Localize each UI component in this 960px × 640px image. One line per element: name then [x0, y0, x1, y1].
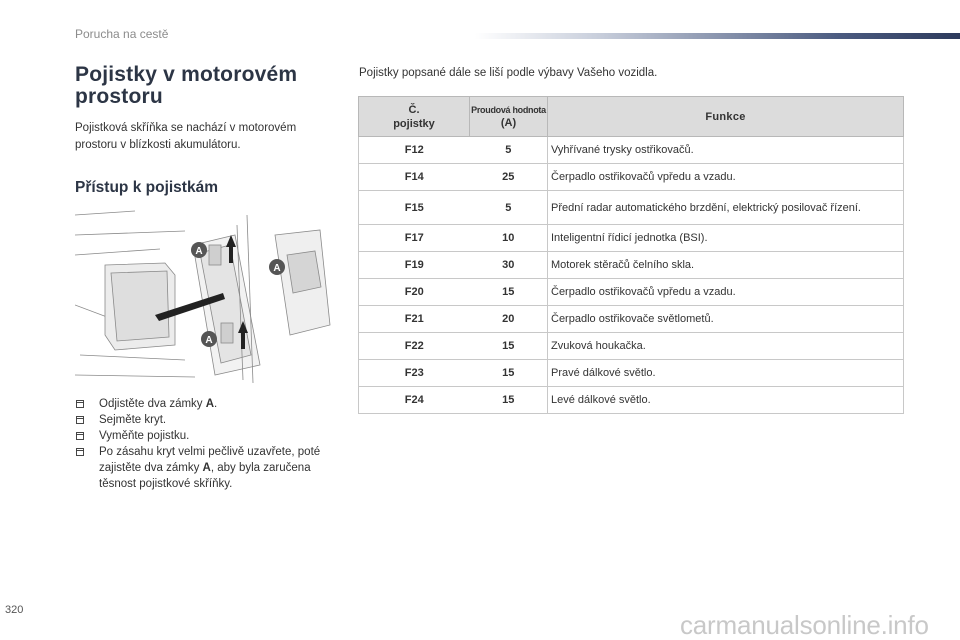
step-text-end: , aby byla zaručena těsnost pojistkové skříňky.: [99, 462, 311, 490]
fuse-number: F19: [359, 252, 470, 279]
table-row: [359, 252, 904, 279]
fuse-amperage: 5: [470, 191, 548, 225]
fuse-function: Motorek stěračů čelního skla.: [548, 252, 904, 279]
checkbox-bullet-icon: [76, 432, 84, 440]
step-text: Sejměte kryt.: [99, 414, 167, 426]
step-text: Po zásahu kryt velmi pečlivě uzavřete, poté zajistěte dva zámky: [99, 446, 321, 474]
header-current-rating: [470, 97, 548, 137]
fuse-amperage: 25: [470, 164, 548, 191]
header-gradient-bar: [475, 33, 960, 39]
fuse-amperage: 15: [470, 279, 548, 306]
header-current-rating-line1: Proudová hodnota: [471, 104, 546, 115]
fuse-amperage: 5: [470, 137, 548, 164]
fuse-function: Levé dálkové světlo.: [548, 387, 904, 414]
fuse-function: Zvuková houkačka.: [548, 333, 904, 360]
fuse-function: Přední radar automatického brzdění, elektrický posilovač řízení.: [548, 191, 904, 225]
page-title: Pojistky v motorovém prostoru: [75, 63, 298, 108]
table-row: [359, 137, 904, 164]
fuse-amperage: 10: [470, 225, 548, 252]
checkbox-bullet-icon: [76, 400, 84, 408]
table-row: [359, 333, 904, 360]
step-lock-label: A: [202, 462, 211, 474]
step-text-end: .: [214, 398, 218, 410]
watermark: carmanualsonline.info: [680, 610, 929, 640]
fuse-number: F17: [359, 225, 470, 252]
table-row: [359, 164, 904, 191]
fuse-amperage: 20: [470, 306, 548, 333]
fuse-number: F14: [359, 164, 470, 191]
fuse-table-header: [359, 97, 904, 137]
table-row: [359, 191, 904, 225]
fuse-amperage: 15: [470, 360, 548, 387]
table-intro: Pojistky popsané dále se liší podle výbavy Vašeho vozidla.: [359, 67, 658, 79]
fuse-number: F20: [359, 279, 470, 306]
step-item: [75, 396, 345, 412]
figure-label-a-right: A: [273, 263, 281, 274]
table-row: [359, 360, 904, 387]
step-text: Odjistěte dva zámky: [99, 398, 206, 410]
left-column: [75, 64, 340, 154]
fuse-amperage: 30: [470, 252, 548, 279]
fuse-function: Inteligentní řídicí jednotka (BSI).: [548, 225, 904, 252]
fuse-table: [358, 96, 904, 414]
fuse-number: F23: [359, 360, 470, 387]
table-row: [359, 306, 904, 333]
fuse-box-illustration: [75, 205, 335, 390]
section-subtitle: Přístup k pojistkám: [75, 179, 218, 196]
fuse-function: Vyhřívané trysky ostřikovačů.: [548, 137, 904, 164]
steps-list: [75, 396, 345, 492]
header-fuse-number: [359, 97, 470, 137]
fuse-number: F12: [359, 137, 470, 164]
section-label: Porucha na cestě: [75, 27, 169, 41]
fuse-number: F15: [359, 191, 470, 225]
checkbox-bullet-icon: [76, 448, 84, 456]
header-function: Funkce: [548, 97, 904, 137]
fuse-function: Čerpadlo ostřikovače světlometů.: [548, 306, 904, 333]
figure-label-a-bottom: A: [205, 335, 213, 346]
page-number: 320: [5, 604, 24, 616]
table-row: [359, 387, 904, 414]
fuse-amperage: 15: [470, 387, 548, 414]
step-item: [75, 412, 345, 428]
fuse-function: Čerpadlo ostřikovačů vpředu a vzadu.: [548, 279, 904, 306]
step-item: [75, 444, 345, 492]
fuse-function: Pravé dálkové světlo.: [548, 360, 904, 387]
header-fuse-number-line2: pojistky: [393, 117, 435, 130]
checkbox-bullet-icon: [76, 416, 84, 424]
fuse-number: F24: [359, 387, 470, 414]
step-text: Vyměňte pojistku.: [99, 430, 190, 442]
intro-text: Pojistková skříňka se nachází v motorovém prostoru v blízkosti akumulátoru.: [75, 122, 297, 151]
step-lock-label: A: [205, 398, 215, 410]
fuse-function: Čerpadlo ostřikovačů vpředu a vzadu.: [548, 164, 904, 191]
step-item: [75, 428, 345, 444]
fuse-number: F21: [359, 306, 470, 333]
fuse-number: F22: [359, 333, 470, 360]
header-current-rating-line2: (A): [500, 116, 517, 129]
header-fuse-number-line1: Č.: [408, 103, 420, 116]
fuse-amperage: 15: [470, 333, 548, 360]
table-row: [359, 225, 904, 252]
table-row: [359, 279, 904, 306]
figure-label-a-top: A: [195, 246, 203, 257]
